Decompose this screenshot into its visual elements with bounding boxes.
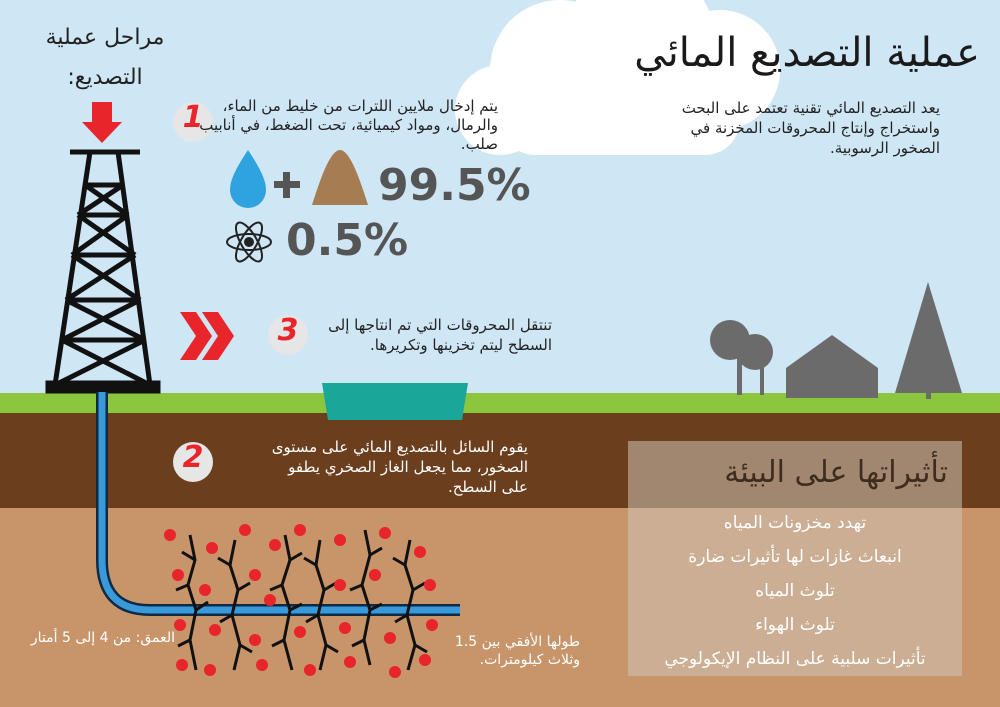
depth-label: العمق: من 4 إلى 5 أمتار xyxy=(30,630,175,646)
intro-text: يعد التصديع المائي تقنية تعتمد على البحث واستخراج وإنتاج المحروقات المخزنة في الصخور الرسوبية. xyxy=(681,99,940,157)
step-1-text: يتم إدخال ملايين اللترات من خليط من الماء، والرمال، ومواد كيميائية، تحت الضغط، في أنابيب صلب. xyxy=(199,97,498,153)
step-3-text: تنتقل المحروقات التي تم انتاجها إلى السطح ليتم تخزينها وتكريرها. xyxy=(328,316,552,354)
environment-title: تأثيراتها على البيئة xyxy=(724,455,948,490)
environment-item: انبعاث غازات لها تأثيرات ضارة xyxy=(688,547,902,567)
step-2-number: 2 xyxy=(182,440,204,475)
environment-item: تلوث المياه xyxy=(755,581,835,601)
environment-item: تأثيرات سلبية على النظام الإيكولوجي xyxy=(664,649,926,669)
stages-heading: مراحل عملية التصديع: xyxy=(45,25,165,90)
horizontal-length-label: طولها الأفقي بين 1.5 وثلاث كيلومترات. xyxy=(454,634,580,668)
environment-item: تهدد مخزونات المياه xyxy=(723,513,867,533)
water-sand-percent: 99.5% xyxy=(378,160,531,211)
chemicals-percent: 0.5% xyxy=(286,215,409,266)
environment-item: تلوث الهواء xyxy=(755,615,835,635)
step-2-text: يقوم السائل بالتصديع المائي على مستوى الصخور، مما يجعل الغاز الصخري يطفو على السطح. xyxy=(271,438,528,496)
storage-pond xyxy=(322,383,468,420)
page-title: عملية التصديع المائي xyxy=(634,30,980,76)
step-1-number: 1 xyxy=(182,100,204,135)
step-3-number: 3 xyxy=(277,313,299,348)
